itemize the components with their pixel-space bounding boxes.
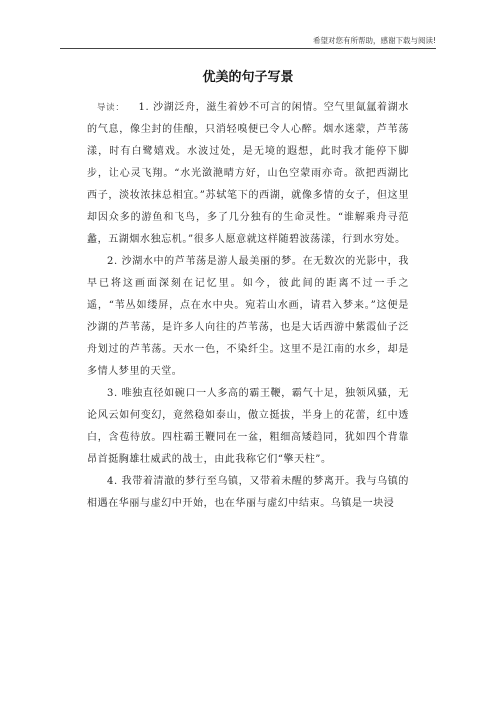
paragraph-4: 4. 我带着清澈的梦行至乌镇，又带着未醒的梦离开。我与乌镇的相遇在华丽与虚幻中开始，也在华丽与虚幻中结束。乌镇是一块浸 xyxy=(87,476,409,509)
paragraph-1-text: 1. 沙湖泛舟，滋生着妙不可言的闲情。空气里氤氲着湖水的气息，像尘封的佳酿，只消轻嗅便已令人心醉。烟水迷蒙，芦苇荡漾，时有白鹭嬉戏。水波过处，是无境的遐想，此时我才能停下脚步，让心灵飞翔。“水光潋滟晴方好，山色空蒙雨亦奇。欲把西湖比西子，淡妆浓抹总相宜。”苏轼笔下的西湖，就像多情的女子，但这里却因众多的游鱼和飞鸟，多了几分独有的生命灵性。“谁解乘舟寻范蠡，五湖烟水独忘机。”很多人愿意就这样随碧波荡漾，行到水穷处。 xyxy=(87,102,409,245)
paragraph-3: 3. 唯独直径如碗口一人多高的霸王鞭，霸气十足，独领风骚，无论风云如何变幻，竟然稳如泰山，傲立挺拔，半身上的花蕾，红中透白，含苞待放。四柱霸王鞭同在一盆，粗细高矮趋同，犹如四个背靠昂首挺胸雄壮威武的战士，由此我称它们“擎天柱”。 xyxy=(87,388,409,465)
paragraph-2: 2. 沙湖水中的芦苇荡是游人最美丽的梦。在无数次的光影中，我早已将这画面深刻在记忆里。如今，彼此间的距离不过一手之遥，“苇丛如缕屏，点在水中央。宛若山水画，请君入梦来。”这便是沙湖的芦苇荡，是许多人向往的芦苇荡，也是大话西游中紫霞仙子泛舟划过的芦苇荡。天水一色，不染纤尘。这里不是江南的水乡，却是多情人梦里的天堂。 xyxy=(87,256,409,377)
header-note: 希望对您有所帮助，感谢下载与阅读! xyxy=(312,36,436,45)
guide-label: 导读： xyxy=(97,103,125,113)
paragraph-1 xyxy=(87,97,409,251)
article-body xyxy=(87,97,409,515)
page-header xyxy=(60,34,436,49)
page-title: 优美的句子写景 xyxy=(202,70,294,85)
